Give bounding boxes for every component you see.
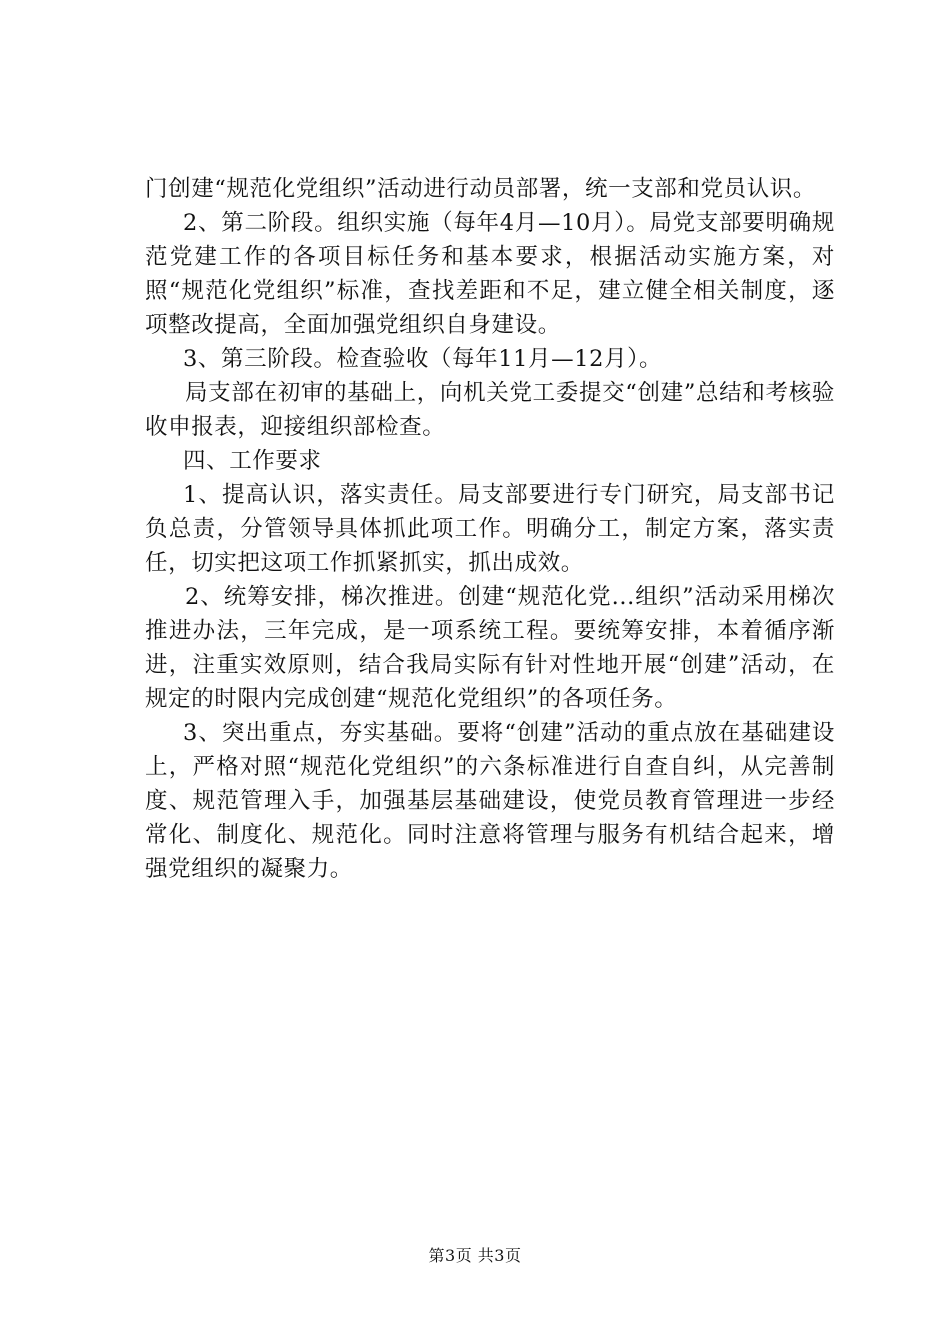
document-body [145,172,835,886]
paragraph-stage-three: 3、第三阶段。检查验收（每年11月—12月）。 [183,346,663,372]
page-footer: 第3页 共3页 [428,1246,522,1265]
paragraph-continuation: 门创建“规范化党组织”活动进行动员部署，统一支部和党员认识。 [145,176,817,202]
paragraph-inspection: 局支部在初审的基础上，向机关党工委提交“创建”总结和考核验收申报表，迎接组织部检查。 [145,380,835,440]
paragraph-requirement-three: 3、突出重点，夯实基础。要将“创建”活动的重点放在基础建设上，严格对照“规范化党组织”的六条标准进行自查自纠，从完善制度、规范管理入手，加强基层基础建设，使党员教育管理进一步经常化、制度化、规范化。同时注意将管理与服务有机结合起来，增强党组织的凝聚力。 [145,720,835,882]
paragraph-requirement-two: 2、统筹安排，梯次推进。创建“规范化党...组织”活动采用梯次推进办法，三年完成，是一项系统工程。要统筹安排，本着循序渐进，注重实效原则，结合我局实际有针对性地开展“创建”活动，在规定的时限内完成创建“规范化党组织”的各项任务。 [145,584,835,712]
paragraph-requirement-one: 1、提高认识，落实责任。局支部要进行专门研究，局支部书记负总责，分管领导具体抓此项工作。明确分工，制定方案，落实责任，切实把这项工作抓紧抓实，抓出成效。 [145,482,835,576]
paragraph-stage-two: 2、第二阶段。组织实施（每年4月—10月）。局党支部要明确规范党建工作的各项目标任务和基本要求，根据活动实施方案，对照“规范化党组织”标准，查找差距和不足，建立健全相关制度，逐项整改提高，全面加强党组织自身建设。 [145,210,835,338]
section-heading-work-requirements: 四、工作要求 [183,448,322,474]
